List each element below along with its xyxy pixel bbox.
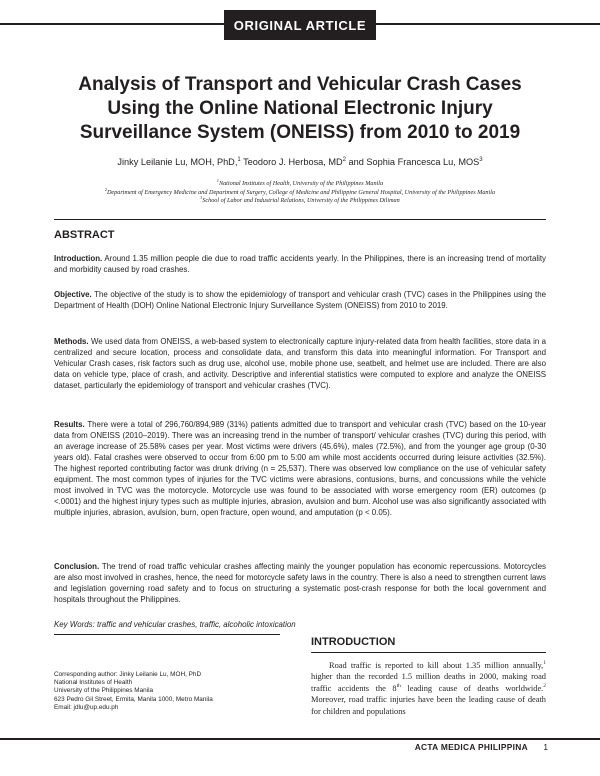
keywords: Key Words: traffic and vehicular crashes, traffic, alcoholic intoxication	[54, 620, 296, 629]
correspondence-line: Corresponding author: Jinky Leilanie Lu, MOH, PhD	[54, 671, 202, 678]
abstract-conclusion	[54, 561, 546, 605]
intro-text-run: higher than the recorded 1.5 million deaths in 2000, making road traffic accidents the 8	[311, 672, 546, 693]
correspondence-line: University of the Philippines Manila	[54, 687, 154, 695]
correspondence-rule	[54, 634, 280, 635]
author-affiliation-mark: 1	[237, 156, 241, 163]
intro-text-run: leading cause of deaths worldwide.	[400, 683, 544, 693]
page-number: 1	[543, 742, 548, 752]
correspondence-email: Email: jdlu@up.edu.ph	[54, 703, 119, 711]
section-label: Conclusion.	[54, 562, 100, 571]
author-affiliation-mark: 2	[342, 156, 346, 163]
affiliation-line	[40, 197, 560, 206]
section-text: Around 1.35 million people die due to road traffic accidents yearly. In the Philippines, there is an increasing trend of mortality and morbidity caused by road crashes.	[54, 254, 546, 274]
correspondence-line: 623 Pedro Gil Street, Ermita, Manila 1000, Metro Manila	[54, 695, 213, 703]
affiliations	[40, 177, 560, 206]
citation-mark: 1	[543, 660, 546, 667]
author-name: Jinky Leilanie Lu, MOH, PhD,	[117, 157, 238, 167]
intro-text-run: Road traffic is reported to kill about 1.35 million annually,	[329, 661, 544, 670]
introduction-rule	[311, 652, 546, 653]
footer-rule	[0, 738, 600, 740]
affiliation-line	[40, 177, 560, 189]
affiliation-text: School of Labor and Industrial Relations, University of the Philippines Diliman	[202, 197, 400, 205]
section-text: The trend of road traffic vehicular crashes affecting mainly the younger population has economic repercussions. Motorcycles are also most involved in crashes, hence, the need for motorcycle safety laws in the country. There is also a need to strengthen current laws and legislation governing road safety and to focus on structuring a systematic post-crash response for both the local government and hospitals throughout the Philippines.	[54, 562, 546, 604]
author-name: and Sophia Francesca Lu, MOS	[346, 157, 480, 167]
title-line: Using the Online National Electronic Injury	[107, 98, 493, 119]
section-label: Methods.	[54, 337, 89, 346]
affiliation-mark: 1	[216, 177, 219, 183]
citation-mark: 2	[543, 683, 546, 690]
introduction-heading: INTRODUCTION	[311, 636, 396, 648]
section-label: Introduction.	[54, 254, 103, 263]
ordinal-suffix: th	[396, 683, 401, 690]
section-text: There were a total of 296,760/894,989 (31%) patients admitted due to transport and vehicular crash (TVC) based on the 10-year data from ONEISS (2010–2019). There was an increasing trend in the number of transport/ vehicular crashes (TVC) during this period, with an average increase of 25.58% cases per year. Most victims were drivers (45.6%), males (72.5%), and from the younger age group (0-30 years old). Fatal crashes were observed to occur from 6:00 pm to 5:00 am while most accidents occurred during leisure activities (32.5%). The highest reported contributing factor was drunk driving (n = 25,537). There was observed low compliance on the use of vehicular safety equipment. The most common types of injuries for the TVC victims were abrasions, contusions, burns, and concussions while the vehicle most involved in TVC was the motorcycle. Motorcycle use was found to be associated with worse emergency room (ER) outcomes (p <.0001) and the highest injury types such as multiple injuries, abrasion, avulsion and burn. Alcohol use was also significantly associated with multiple injuries, abrasion, avulsion, burn, open fracture, open wound, and amputation (p < 0.05).	[54, 420, 546, 517]
abstract-results	[54, 419, 546, 518]
abstract-top-rule	[54, 219, 546, 220]
abstract-heading: ABSTRACT	[54, 229, 115, 241]
journal-name: ACTA MEDICA PHILIPPINA	[414, 742, 528, 752]
affiliation-text: Department of Emergency Medicine and Department of Surgery, College of Medicine and Philippine General Hospital, University of the Philippines Manila	[106, 188, 496, 196]
author-list	[40, 157, 560, 167]
title-line: Analysis of Transport and Vehicular Crash Cases	[78, 74, 522, 95]
abstract-methods	[54, 336, 546, 391]
correspondence-line: National Institutes of Health	[54, 679, 133, 687]
section-label: Results.	[54, 420, 85, 429]
section-label: Objective.	[54, 290, 92, 299]
introduction-text	[311, 660, 546, 717]
correspondence-block	[54, 671, 286, 712]
affiliation-text: National Institutes of Health, University of the Philippines Manila	[218, 180, 384, 187]
intro-text-run: Moreover, road traffic injuries have been the leading cause of death for children and populations	[311, 695, 546, 716]
article-type-banner: ORIGINAL ARTICLE	[224, 10, 376, 40]
affiliation-mark: 2	[104, 186, 107, 192]
article-title	[40, 73, 560, 145]
title-line: Surveillance System (ONEISS) from 2010 to 2019	[79, 122, 521, 143]
author-affiliation-mark: 3	[479, 156, 483, 163]
affiliation-mark: 3	[200, 195, 203, 201]
section-text: The objective of the study is to show the epidemiology of transport and vehicular crash (TVC) cases in the Philippines using the Department of Health (DOH) Online National Electronic Injury Surveillance System (ONEISS) from 2010 to 2019.	[54, 290, 546, 310]
abstract-objective	[54, 289, 546, 311]
author-name: Teodoro J. Herbosa, MD	[240, 157, 343, 167]
section-text: We used data from ONEISS, a web-based system to electronically capture injury-related data from health facilities, store data in a centralized and secure location, process and consolidate data, and transform this data into meaningful information. For Transport and Vehicular Crash cases, risk factors such as drug use, alcohol use, mobile phone use, seatbelt, and helmet use are included. There are also data on vehicle type, place of crash, and activity. Descriptive and inferential statistics were computed to explore and analyze the ONEISS dataset, particularly the epidemiology of transport and vehicular crashes (TVC).	[54, 337, 546, 390]
abstract-introduction	[54, 253, 546, 275]
